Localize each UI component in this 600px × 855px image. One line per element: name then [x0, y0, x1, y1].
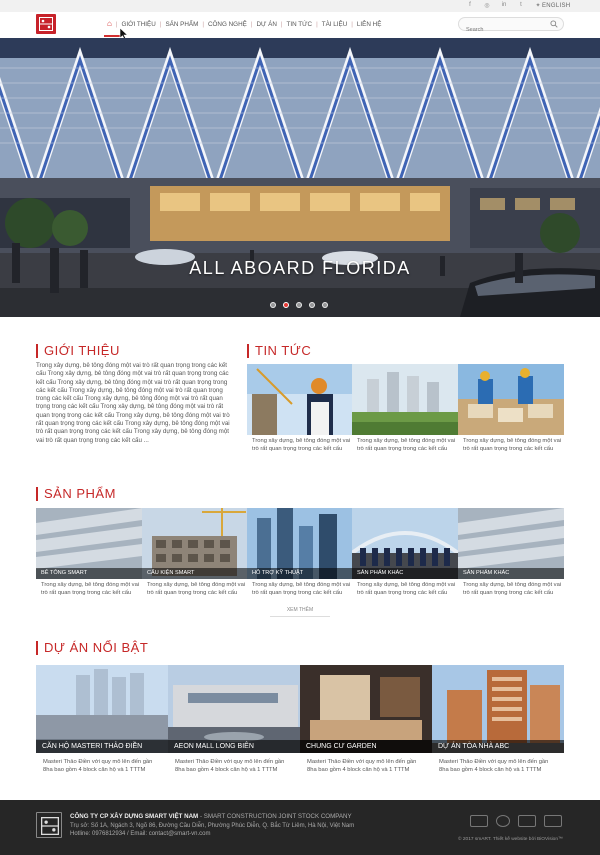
news-caption-2[interactable]: Trong xây dựng, bê tông đóng một vai trò rất quan trọng trong các kết cấu [357, 438, 456, 452]
project-label: CĂN HỘ MASTERI THẢO ĐIỀN [36, 740, 168, 753]
project-caption-3[interactable]: Masteri Thảo Điền với quy mô lên đến gần 8ha bao gồm 4 block căn hộ và 1 TTTM [307, 759, 417, 773]
product-label: SẢN PHẨM KHÁC [352, 568, 458, 579]
search-input[interactable] [459, 24, 547, 36]
footer-logo[interactable] [36, 812, 62, 838]
site-footer [0, 800, 600, 855]
search-box [458, 17, 564, 31]
company-name: CÔNG TY CP XÂY DỰNG SMART VIỆT NAM [70, 813, 199, 820]
section-title-news: TIN TỨC [247, 344, 311, 358]
logo-mark-icon [41, 817, 59, 835]
project-label: DỰ ÁN TÒA NHÀ ABC [432, 740, 564, 753]
product-label: SẢN PHẨM KHÁC [458, 568, 564, 579]
certification-badge-icon [518, 815, 536, 827]
company-name-en: - SMART CONSTRUCTION JOINT STOCK COMPANY [198, 813, 352, 820]
product-caption-4[interactable]: Trong xây dựng, bê tông đóng một vai trò rất quan trọng trong các kết cấu [357, 582, 456, 596]
product-label: HỖ TRỢ KỸ THUẬT [247, 568, 352, 579]
site-header [0, 12, 600, 38]
hero-slider[interactable] [0, 38, 600, 317]
nav-item-tai-lieu[interactable]: TÀI LIỆU [321, 20, 348, 28]
logo-mark-icon [39, 17, 53, 31]
slider-dot[interactable] [296, 302, 302, 308]
intro-text: Trong xây dựng, bê tông đóng một vai trò rất quan trọng trong các kết cấu Trong xây dựng, bê tông đóng một vai trò rất quan trọng trong các kết cấu Trong xây dựng, bê tông đóng một vai trò rất quan trọng trong các kết cấu Trong xây dựng, bê tông đóng một vai trò rất quan trọng trong các kết cấu Trong xây dựng, bê tông đóng một vai trò rất quan trọng trong các kết cấu Trong xây dựng, bê tông đóng một vai trò rất quan trọng trong các kết cấu Trong xây dựng, bê tông đóng một vai trò rất quan trọng trong các kết cấu Trong xây dựng, bê tông đóng một vai trò rất quan trọng trong các kết cấu Trong xây dựng, bê tông đóng một vai trò rất quan trọng trong các kết cấu ... [36, 362, 230, 444]
project-card-1[interactable] [36, 665, 168, 753]
nav-item-tin-tuc[interactable]: TIN TỨC [286, 20, 313, 28]
news-thumb-2[interactable] [352, 364, 458, 435]
tumblr-icon[interactable]: t [520, 2, 522, 8]
product-caption-1[interactable]: Trong xây dựng, bê tông đóng một vai trò rất quan trọng trong các kết cấu [41, 582, 140, 596]
slider-dot[interactable] [309, 302, 315, 308]
project-caption-2[interactable]: Masteri Thảo Điền với quy mô lên đến gần 8ha bao gồm 4 block căn hộ và 1 TTTM [175, 759, 285, 773]
certification-badge-icon [544, 815, 562, 827]
product-card-4[interactable] [352, 508, 458, 579]
nav-item-cong-nghe[interactable]: CÔNG NGHỆ [207, 20, 247, 28]
product-label: BÊ TÔNG SMART [36, 568, 142, 579]
section-title-intro: GIỚI THIỆU [36, 344, 120, 358]
footer-address: Trụ sở: Số 1A, Ngách 3, Ngõ 86, Đường Cầu Diễn, Phường Phúc Diễn, Q. Bắc Từ Liêm, Hà Nội, Việt Nam [70, 823, 355, 829]
footer-certifications [470, 815, 562, 827]
slider-dot[interactable] [322, 302, 328, 308]
slider-dots [270, 302, 328, 308]
certification-seal-icon [496, 815, 510, 827]
project-card-4[interactable] [432, 665, 564, 753]
site-logo[interactable] [36, 14, 56, 34]
top-strip [0, 0, 600, 12]
news-caption-1[interactable]: Trong xây dựng, bê tông đóng một vai trò rất quan trọng trong các kết cấu [252, 438, 351, 452]
slider-dot-active[interactable] [283, 302, 289, 308]
news-image [352, 364, 458, 435]
project-label: CHUNG CƯ GARDEN [300, 740, 432, 753]
news-thumb-3[interactable] [458, 364, 564, 435]
product-card-5[interactable] [458, 508, 564, 579]
section-title-products: SẢN PHẨM [36, 487, 116, 501]
product-card-3[interactable] [247, 508, 352, 579]
language-switch[interactable]: ENGLISH [542, 3, 571, 9]
news-thumb-1[interactable] [247, 364, 352, 435]
project-card-3[interactable] [300, 665, 432, 753]
product-caption-2[interactable]: Trong xây dựng, bê tông đóng một vai trò rất quan trọng trong các kết cấu [147, 582, 246, 596]
twitter-icon[interactable]: ✦ [535, 3, 541, 9]
news-image [247, 364, 352, 435]
search-icon[interactable] [550, 20, 558, 28]
project-card-2[interactable] [168, 665, 300, 753]
section-title-projects: DỰ ÁN NỔI BẬT [36, 641, 148, 655]
nav-item-gioi-thieu[interactable]: GIỚI THIỆU [121, 20, 156, 28]
project-caption-1[interactable]: Masteri Thảo Điền với quy mô lên đến gần 8ha bao gồm 4 block căn hộ và 1 TTTM [43, 759, 153, 773]
slider-dot[interactable] [270, 302, 276, 308]
product-caption-3[interactable]: Trong xây dựng, bê tông đóng một vai trò rất quan trọng trong các kết cấu [252, 582, 351, 596]
nav-item-du-an[interactable]: DỰ ÁN [256, 20, 277, 28]
news-image [458, 364, 564, 435]
nav-item-lien-he[interactable]: LIÊN HỆ [356, 20, 382, 28]
instagram-icon[interactable]: ◎ [484, 3, 490, 9]
product-caption-5[interactable]: Trong xây dựng, bê tông đóng một vai trò rất quan trọng trong các kết cấu [463, 582, 562, 596]
certification-badge-icon [470, 815, 488, 827]
footer-copyright: © 2017 smART. Thiết kế website bởi BiOVision™ [458, 837, 563, 842]
product-card-1[interactable] [36, 508, 142, 579]
footer-company [70, 813, 352, 820]
footer-contact: Hotline: 0976812934 / Email: contact@smart-vn.com [70, 831, 211, 837]
home-icon[interactable]: ⌂ [107, 19, 112, 28]
social-links [466, 2, 542, 9]
news-caption-3[interactable]: Trong xây dựng, bê tông đóng một vai trò rất quan trọng trong các kết cấu [463, 438, 562, 452]
hero-caption: ALL ABOARD FLORIDA [189, 258, 411, 278]
facebook-icon[interactable]: f [469, 2, 471, 8]
linkedin-icon[interactable]: in [501, 2, 507, 8]
project-label: AEON MALL LONG BIÊN [168, 740, 300, 753]
main-nav: ⌂ | GIỚI THIỆU | SẢN PHẨM | CÔNG NGHỆ | DỰ ÁN | TIN TỨC | TÀI LIỆU | LIÊN HỆ [107, 19, 382, 28]
product-card-2[interactable] [142, 508, 247, 579]
project-caption-4[interactable]: Masteri Thảo Điền với quy mô lên đến gần 8ha bao gồm 4 block căn hộ và 1 TTTM [439, 759, 549, 773]
nav-item-san-pham[interactable]: SẢN PHẨM [165, 20, 199, 28]
view-more-button[interactable]: XEM THÊM [270, 607, 330, 617]
product-label: CẤU KIỆN SMART [142, 568, 247, 579]
